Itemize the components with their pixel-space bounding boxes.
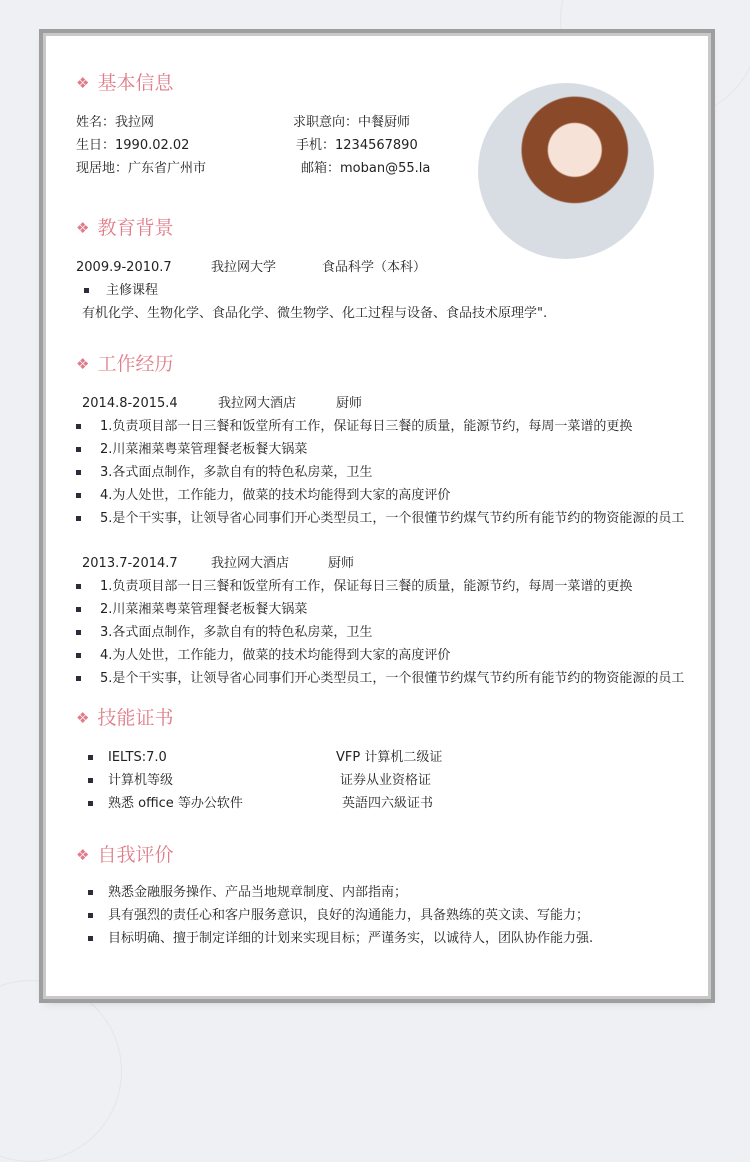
birthday-field: 生日：1990.02.02	[76, 138, 190, 153]
resume-page	[46, 36, 708, 996]
bullet-icon	[76, 424, 81, 429]
skill-item: 计算机等级	[108, 773, 174, 788]
diamond-icon: ❖	[76, 355, 90, 373]
job-duty: 1.负责项目部一日三餐和饭堂所有工作，保证每日三餐的质量，能源节约，每周一菜谱的更换	[100, 579, 633, 594]
job-position: 厨师	[336, 396, 363, 411]
bg-decoration	[0, 980, 122, 1162]
job-duty: 3.各式面点制作，多款自有的特色私房菜，卫生	[100, 465, 373, 480]
skill-item: IELTS:7.0	[108, 750, 167, 765]
job-duty: 4.为人处世，工作能力，做菜的技术均能得到大家的高度评价	[100, 488, 451, 503]
bullet-icon	[88, 778, 93, 783]
self-eval-item: 目标明确、擅于制定详细的计划来实现目标；严谨务实，以诚待人，团队协作能力强.	[108, 931, 594, 946]
email-field: 邮箱：moban@55.la	[301, 161, 431, 176]
certificate-item: 英語四六級证书	[342, 796, 434, 811]
skill-item: 熟悉 office 等办公软件	[108, 796, 243, 811]
bullet-icon	[76, 676, 81, 681]
job-duty: 5.是个干实事，让领导省心同事们开心类型员工，一个很懂节约煤气节约所有能节约的物资能源的员工	[100, 671, 685, 686]
job-duty: 1.负责项目部一日三餐和饭堂所有工作，保证每日三餐的质量，能源节约，每周一菜谱的更换	[100, 419, 633, 434]
course-list: 有机化学、生物化学、食品化学、微生物学、化工过程与设备、食品技术原理学".	[82, 306, 548, 321]
name-field: 姓名：我拉网	[76, 115, 155, 130]
bullet-icon	[76, 630, 81, 635]
diamond-icon: ❖	[76, 846, 90, 864]
city-field: 现居地：广东省广州市	[76, 161, 207, 176]
job-duty: 2.川菜湘菜粤菜管理餐老板餐大锅菜	[100, 442, 308, 457]
job-company: 我拉网大酒店	[218, 396, 297, 411]
phone-field: 手机：1234567890	[296, 138, 418, 153]
section-title-work: ❖ 工作经历	[76, 353, 174, 375]
certificate-item: 证券从业资格证	[340, 773, 432, 788]
diamond-icon: ❖	[76, 709, 90, 727]
job-duty: 4.为人处世，工作能力，做菜的技术均能得到大家的高度评价	[100, 648, 451, 663]
diamond-icon: ❖	[76, 74, 90, 92]
job-intent-field: 求职意向：中餐厨师	[293, 115, 411, 130]
certificate-item: VFP 计算机二级证	[336, 750, 443, 765]
bullet-icon	[88, 890, 93, 895]
bullet-icon	[76, 584, 81, 589]
section-title-skills: ❖ 技能证书	[76, 707, 174, 729]
job-duty: 2.川菜湘菜粤菜管理餐老板餐大锅菜	[100, 602, 308, 617]
bullet-icon	[88, 936, 93, 941]
profile-photo	[478, 83, 654, 259]
bullet-icon	[88, 755, 93, 760]
bullet-icon	[76, 470, 81, 475]
job-period: 2014.8-2015.4	[82, 396, 178, 411]
education-school: 我拉网大学	[211, 260, 277, 275]
section-title-education: ❖ 教育背景	[76, 217, 174, 239]
course-title: 主修课程	[106, 283, 159, 298]
job-duty: 5.是个干实事，让领导省心同事们开心类型员工，一个很懂节约煤气节约所有能节约的物资能源的员工	[100, 511, 685, 526]
bullet-icon	[76, 447, 81, 452]
section-title-basic: ❖ 基本信息	[76, 72, 174, 94]
education-major: 食品科学（本科）	[322, 260, 427, 275]
self-eval-item: 具有强烈的责任心和客户服务意识，良好的沟通能力，具备熟练的英文读、写能力；	[108, 908, 590, 923]
bullet-icon	[88, 801, 93, 806]
job-position: 厨师	[328, 556, 355, 571]
diamond-icon: ❖	[76, 219, 90, 237]
section-title-self: ❖ 自我评价	[76, 844, 174, 866]
job-period: 2013.7-2014.7	[82, 556, 178, 571]
bullet-icon	[76, 653, 81, 658]
bullet-icon	[88, 913, 93, 918]
job-duty: 3.各式面点制作，多款自有的特色私房菜，卫生	[100, 625, 373, 640]
bullet-icon	[76, 493, 81, 498]
self-eval-item: 熟悉金融服务操作、产品当地规章制度、内部指南；	[108, 885, 408, 900]
bullet-icon	[84, 288, 89, 293]
job-company: 我拉网大酒店	[211, 556, 290, 571]
bullet-icon	[76, 516, 81, 521]
bullet-icon	[76, 607, 81, 612]
education-period: 2009.9-2010.7	[76, 260, 172, 275]
